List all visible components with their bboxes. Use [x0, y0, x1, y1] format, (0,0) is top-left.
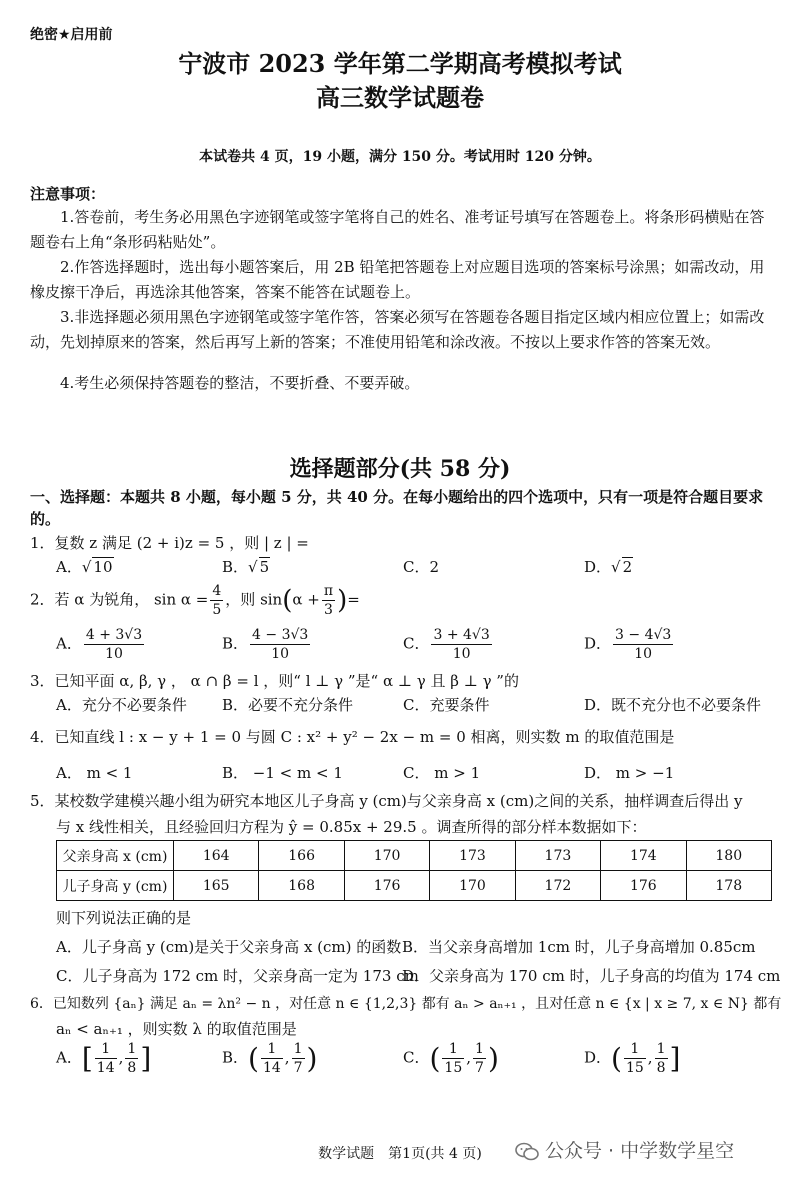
question-1-stem: 1．复数 z 满足 (2 + i)z = 5 ，则 | z | =: [30, 534, 309, 552]
question-5-prompt: 则下列说法正确的是: [56, 909, 192, 927]
note-item: 3.非选择题必须用黑色字迹钢笔或签字笔作答，答案必须写在答题卷各题目指定区域内相应位置上；如需改动，先划掉原来的答案，然后再写上新的答案；不准使用铅笔和涂改液。不按以上要求作答的答案无效。: [30, 308, 765, 351]
table-cell: 168: [259, 871, 344, 901]
exam-title: 宁波市 2023 学年第二学期高考模拟考试: [178, 49, 622, 78]
table-row: [57, 871, 772, 901]
q5-option-a: A．儿子身高 y (cm)是关于父亲身高 x (cm) 的函数: [56, 938, 402, 956]
q4-option-d: D． m > −1: [584, 764, 675, 782]
question-6-stem: 6．已知数列 {aₙ} 满足 aₙ = λn² − n ，对任意 n ∈ {1,2,3} 都有 aₙ > aₙ₊₁ ，且对任意 n ∈ {x | x ≥ 7, x ∈ N} 都有: [30, 996, 782, 1012]
table-cell: 178: [686, 871, 771, 901]
table-cell: 176: [344, 871, 429, 901]
table-cell: 173: [515, 841, 600, 871]
question-2-stem: 2．若 α 为锐角， sin α = $\frac{4}{5}$ ，则 sin(α + $\frac{\pi}{3}$ )=: [30, 583, 360, 618]
q6-option-a: A．[ $\frac{1}{14}$ , $\frac{1}{8}$ ]: [56, 1041, 152, 1076]
q5-option-d: D．父亲身高为 170 cm 时，儿子身高的均值为 174 cm: [402, 967, 781, 985]
question-5-stem: 5．某校数学建模兴趣小组为研究本地区儿子身高 y (cm)与父亲身高 x (cm)之间的关系，抽样调查后得出 y: [30, 792, 743, 810]
confidential-mark: 绝密★启用前: [30, 27, 113, 43]
table-cell: 170: [430, 871, 515, 901]
q3-option-b: B．必要不充分条件: [222, 696, 354, 714]
table-cell: 165: [174, 871, 259, 901]
note-item: 2.作答选择题时，选出每小题答案后，用 2B 铅笔把答题卷上对应题目选项的答案标号涂黑；如需改动，用橡皮擦干净后，再选涂其他答案，答案不能答在试题卷上。: [30, 258, 765, 301]
section-title: 选择题部分(共 58 分): [289, 456, 511, 482]
table-cell: 180: [686, 841, 771, 871]
q1-option-c: C．2: [403, 558, 440, 576]
sample-data-table: [56, 840, 772, 901]
q2-option-a: A． $\frac{4 + 3√3}{10}$: [56, 627, 143, 662]
q3-option-d: D．既不充分也不必要条件: [584, 696, 762, 714]
note-item: 1.答卷前，考生务必用黑色字迹钢笔或签字笔将自己的姓名、准考证号填写在答题卷上。将条形码横贴在答题卷右上角“条形码粘贴处”。: [30, 208, 765, 251]
table-cell: 173: [430, 841, 515, 871]
table-cell: 176: [601, 871, 686, 901]
row-header: 父亲身高 x (cm): [57, 841, 174, 871]
exam-info: 本试卷共 4 页，19 小题，满分 150 分。考试用时 120 分钟。: [199, 149, 601, 165]
exam-subtitle: 高三数学试题卷: [316, 83, 484, 112]
q4-option-c: C． m > 1: [403, 764, 481, 782]
q2-option-d: D． $\frac{3 - 4√3}{10}$: [584, 627, 672, 662]
table-row: [57, 841, 772, 871]
q1-option-a: A．√ 10: [56, 558, 113, 576]
table-cell: 164: [174, 841, 259, 871]
table-cell: 170: [344, 841, 429, 871]
watermark: 公众号 · 中学数学星空: [515, 1136, 734, 1163]
q4-option-b: B． −1 < m < 1: [222, 764, 343, 782]
q3-option-c: C．充要条件: [403, 696, 490, 714]
q6-option-d: D．( $\frac{1}{15}$ , $\frac{1}{8}$ ]: [584, 1041, 681, 1076]
q5-option-b: B．当父亲身高增加 1cm 时，儿子身高增加 0.85cm: [402, 938, 756, 956]
page-footer: 数学试题 第1页(共 4 页): [318, 1146, 482, 1162]
q6-option-b: B．( $\frac{1}{14}$ , $\frac{1}{7}$ ): [222, 1041, 318, 1076]
question-4-stem: 4．已知直线 l : x − y + 1 = 0 与圆 C : x² + y² − 2x − m = 0 相离，则实数 m 的取值范围是: [30, 728, 675, 746]
q1-option-b: B．√ 5: [222, 558, 270, 576]
q5-option-c: C．儿子身高为 172 cm 时，父亲身高一定为 173 cm: [56, 967, 419, 985]
q2-option-c: C． $\frac{3 + 4√3}{10}$: [403, 627, 490, 662]
q1-option-d: D．√ 2: [584, 558, 633, 576]
q2-option-b: B． $\frac{4 - 3√3}{10}$: [222, 627, 309, 662]
notes-heading: 注意事项：: [30, 185, 106, 203]
q4-option-a: A． m < 1: [56, 764, 133, 782]
note-item: 4.考生必须保持答题卷的整洁，不要折叠、不要弄破。: [60, 374, 420, 392]
wechat-icon: [515, 1142, 539, 1162]
table-cell: 172: [515, 871, 600, 901]
question-5-stem-cont: 与 x 线性相关，且经验回归方程为 ŷ = 0.85x + 29.5 。调查所得的部分样本数据如下：: [56, 818, 647, 836]
q6-option-c: C．( $\frac{1}{15}$ , $\frac{1}{7}$ ): [403, 1041, 499, 1076]
question-6-stem-cont: aₙ < aₙ₊₁ ，则实数 λ 的取值范围是: [56, 1020, 297, 1038]
part-heading: 一、选择题：本题共 8 小题，每小题 5 分，共 40 分。在每小题给出的四个选项中，只有一项是符合题目要求的。: [30, 488, 764, 528]
row-header: 儿子身高 y (cm): [57, 871, 174, 901]
q3-option-a: A．充分不必要条件: [56, 696, 187, 714]
question-3-stem: 3．已知平面 α, β, γ ， α ∩ β = l ，则“ l ⊥ γ ”是“ α ⊥ γ 且 β ⊥ γ ”的: [30, 672, 519, 690]
table-cell: 166: [259, 841, 344, 871]
table-cell: 174: [601, 841, 686, 871]
